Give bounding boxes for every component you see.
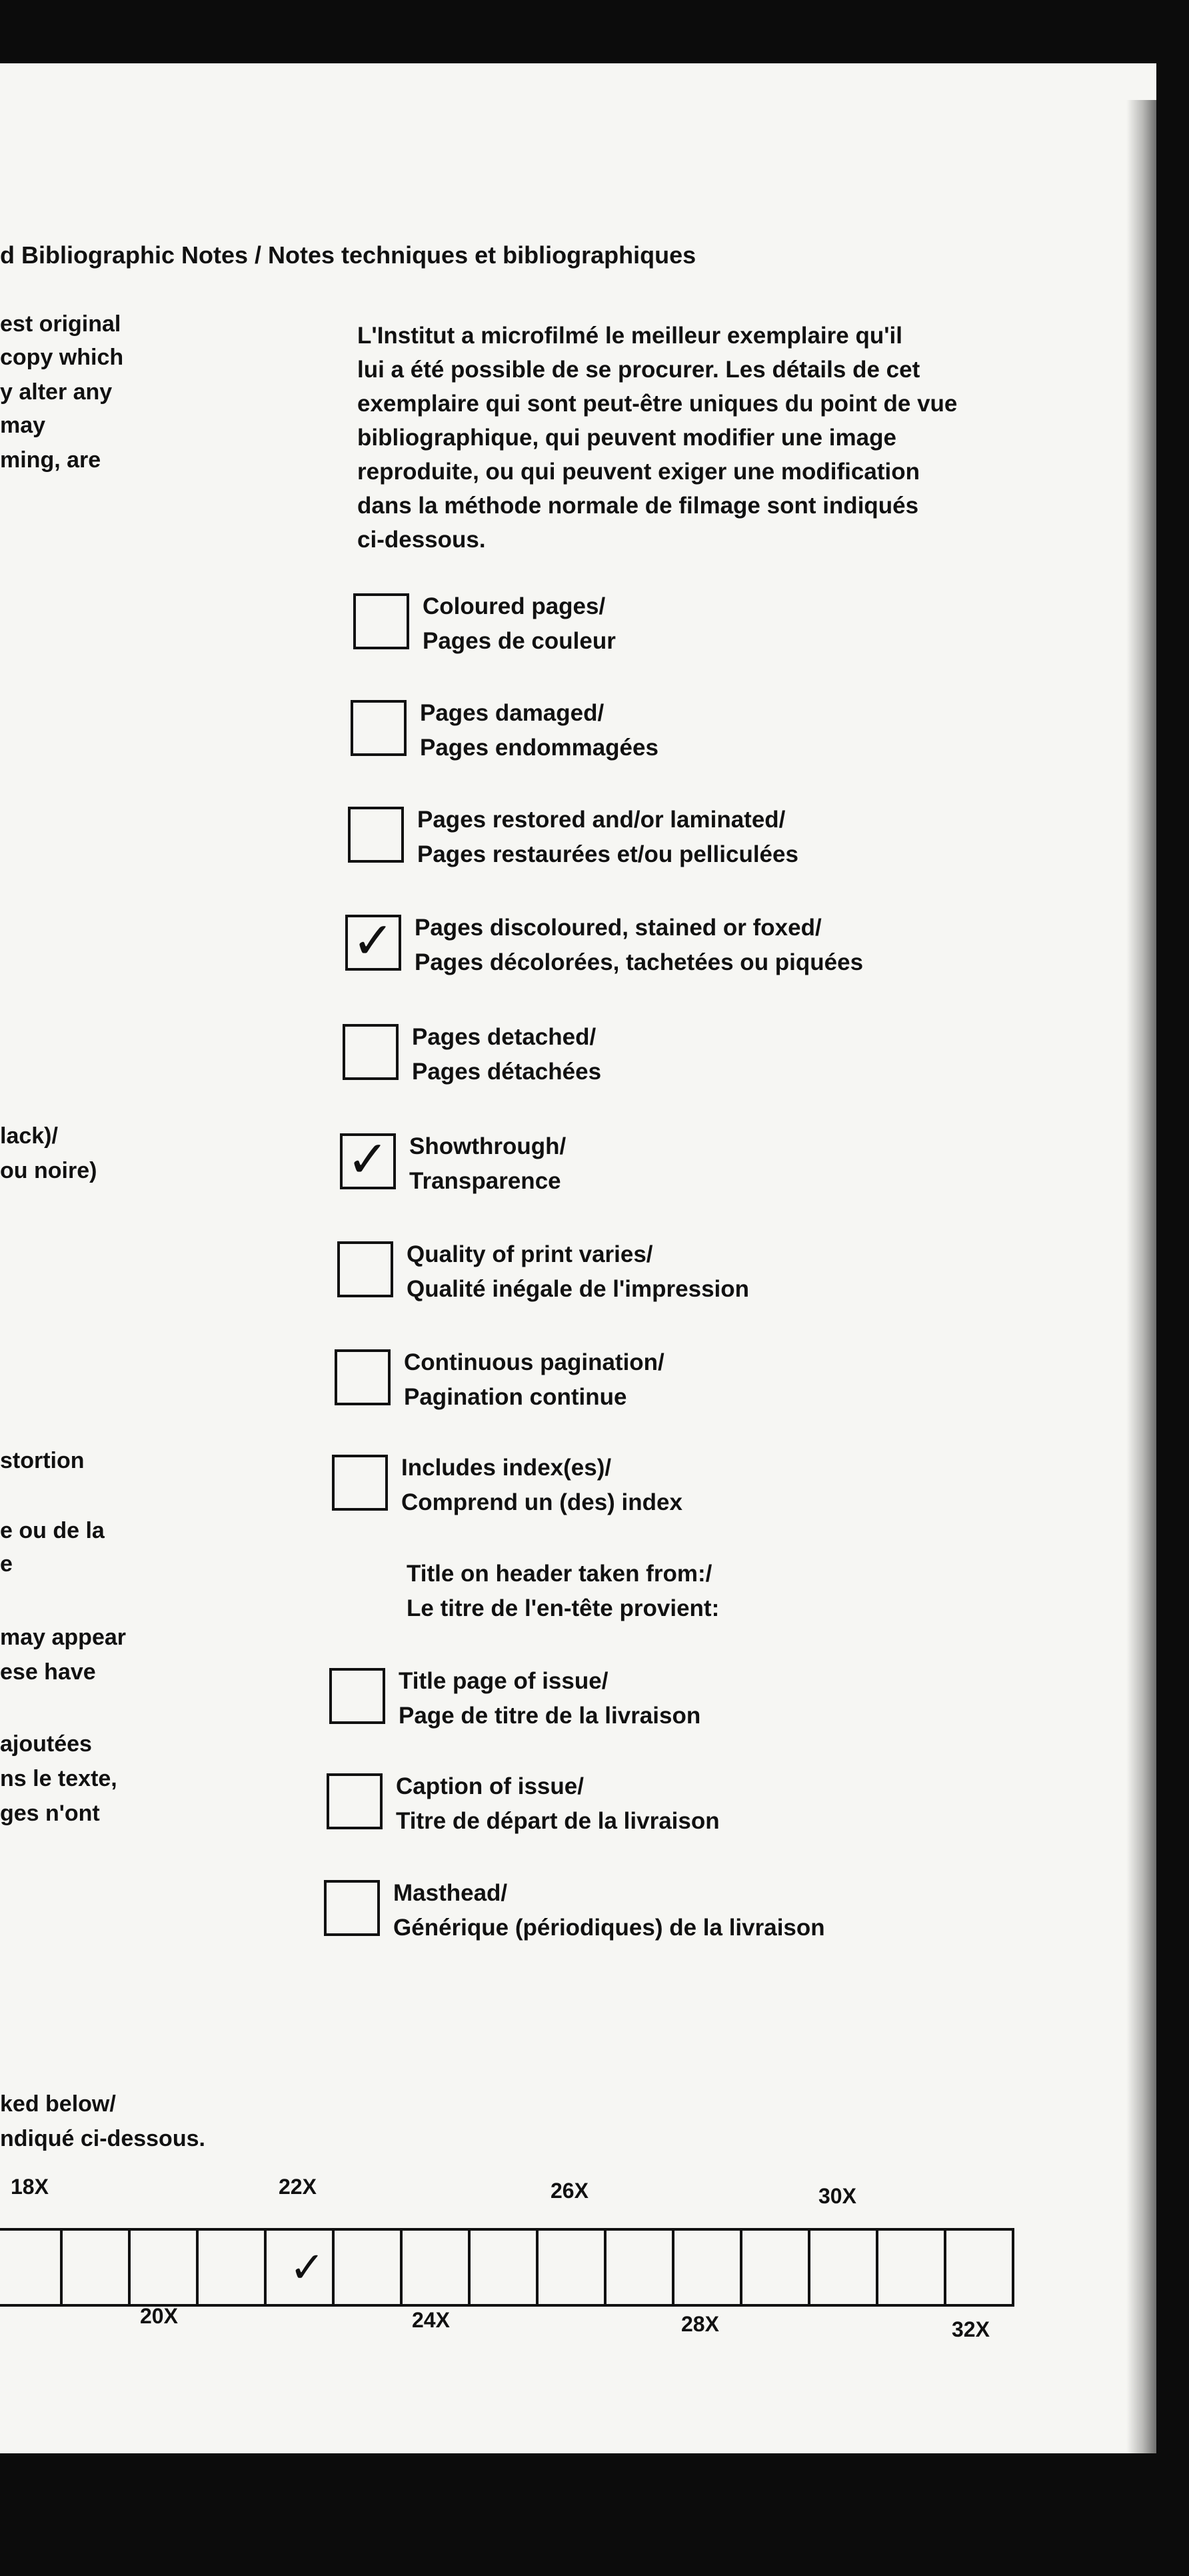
reduction-cell xyxy=(674,2228,742,2307)
title-header-note: Title on header taken from:/ Le titre de l'en-tête provient: xyxy=(407,1561,720,1621)
left-text-fragment: copy which xyxy=(0,345,124,370)
page-edge-shadow xyxy=(1126,100,1156,2453)
item-label: Title page of issue/ Page de titre de la livraison xyxy=(399,1668,701,1729)
checkbox[interactable] xyxy=(348,807,404,863)
left-text-fragment: est original xyxy=(0,311,121,337)
reduction-label-top: 22X xyxy=(279,2175,317,2199)
reduction-cell xyxy=(606,2228,674,2307)
intro-line: ci-dessous. xyxy=(357,527,486,553)
reduction-cell xyxy=(539,2228,606,2307)
notes-header: d Bibliographic Notes / Notes techniques et bibliographiques xyxy=(0,241,696,269)
left-text-fragment: stortion xyxy=(0,1448,85,1473)
reduction-cell xyxy=(946,2228,1014,2307)
item-label: Pages detached/ Pages détachées xyxy=(412,1024,602,1085)
checkbox[interactable] xyxy=(324,1880,380,1936)
checkbox[interactable] xyxy=(337,1241,393,1297)
intro-paragraph xyxy=(357,319,1030,557)
item-label: Quality of print varies/ Qualité inégale de l'impression xyxy=(407,1241,750,1302)
reduction-cell xyxy=(131,2228,199,2307)
reduction-label-bottom: 24X xyxy=(412,2308,450,2332)
checkbox[interactable] xyxy=(329,1668,385,1724)
left-text-fragment: e ou de la xyxy=(0,1518,105,1543)
intro-line: bibliographique, qui peuvent modifier une image xyxy=(357,425,896,451)
reduction-cell xyxy=(742,2228,810,2307)
checkbox[interactable] xyxy=(345,915,401,971)
reduction-cell xyxy=(810,2228,878,2307)
item-label: Caption of issue/ Titre de départ de la livraison xyxy=(396,1773,720,1834)
reduction-label-top: 26X xyxy=(551,2179,589,2203)
intro-line: lui a été possible de se procurer. Les détails de cet xyxy=(357,357,920,383)
reduction-cell xyxy=(335,2228,403,2307)
item-label: Pages restored and/or laminated/ Pages restaurées et/ou pelliculées xyxy=(417,807,798,867)
left-text-fragment: ou noire) xyxy=(0,1158,97,1183)
left-text-fragment: ges n'ont xyxy=(0,1801,100,1826)
reduction-cell xyxy=(0,2228,63,2307)
item-label: Includes index(es)/ Comprend un (des) index xyxy=(401,1455,682,1515)
left-text-fragment: e xyxy=(0,1551,13,1577)
reduction-cell xyxy=(471,2228,539,2307)
checkbox[interactable] xyxy=(353,593,409,649)
reduction-label-bottom: 28X xyxy=(681,2312,719,2336)
reduction-label-bottom: 32X xyxy=(952,2317,990,2341)
reduction-ratio-strip xyxy=(0,2228,1013,2312)
intro-line: dans la méthode normale de filmage sont indiqués xyxy=(357,493,919,519)
checkbox[interactable] xyxy=(332,1455,388,1511)
reduction-label-top: 18X xyxy=(11,2175,49,2199)
item-label: Pages discoloured, stained or foxed/ Pages décolorées, tachetées ou piquées xyxy=(415,915,864,975)
intro-line: L'Institut a microfilmé le meilleur exemplaire qu'il xyxy=(357,323,902,349)
reduction-label-bottom: 20X xyxy=(140,2304,178,2328)
checkbox[interactable] xyxy=(335,1349,391,1405)
item-label: Masthead/ Générique (périodiques) de la livraison xyxy=(393,1880,825,1941)
reduction-label-top: 30X xyxy=(818,2184,856,2208)
reduction-cell xyxy=(199,2228,267,2307)
check-mark-icon: ✓ xyxy=(347,1131,389,1188)
checkbox[interactable] xyxy=(351,700,407,756)
intro-line: exemplaire qui sont peut-être uniques du point de vue xyxy=(357,391,958,417)
reduction-cell xyxy=(267,2228,335,2307)
checkbox[interactable] xyxy=(327,1773,383,1829)
left-text-fragment: ajoutées xyxy=(0,1731,92,1757)
checkbox[interactable] xyxy=(340,1133,396,1189)
check-mark-icon: ✓ xyxy=(289,2243,325,2291)
item-label: Showthrough/ Transparence xyxy=(409,1133,567,1194)
reduction-cell xyxy=(63,2228,131,2307)
left-text-fragment: ming, are xyxy=(0,447,101,473)
left-text-fragment: ns le texte, xyxy=(0,1766,117,1791)
item-label: Pages damaged/ Pages endommagées xyxy=(420,700,658,761)
left-text-fragment: y alter any xyxy=(0,379,113,405)
bottom-note: ked below/ ndiqué ci-dessous. xyxy=(0,2091,205,2151)
check-mark-icon: ✓ xyxy=(352,913,395,969)
item-label: Continuous pagination/ Pagination continue xyxy=(404,1349,664,1410)
intro-line: reproduite, ou qui peuvent exiger une modification xyxy=(357,459,920,485)
reduction-cell xyxy=(878,2228,946,2307)
reduction-cell xyxy=(403,2228,471,2307)
left-text-fragment: may appear xyxy=(0,1625,126,1650)
left-text-fragment: ese have xyxy=(0,1659,96,1685)
item-label: Coloured pages/ Pages de couleur xyxy=(423,593,616,654)
left-text-fragment: lack)/ xyxy=(0,1123,58,1149)
checkbox[interactable] xyxy=(343,1024,399,1080)
left-text-fragment: may xyxy=(0,413,46,438)
